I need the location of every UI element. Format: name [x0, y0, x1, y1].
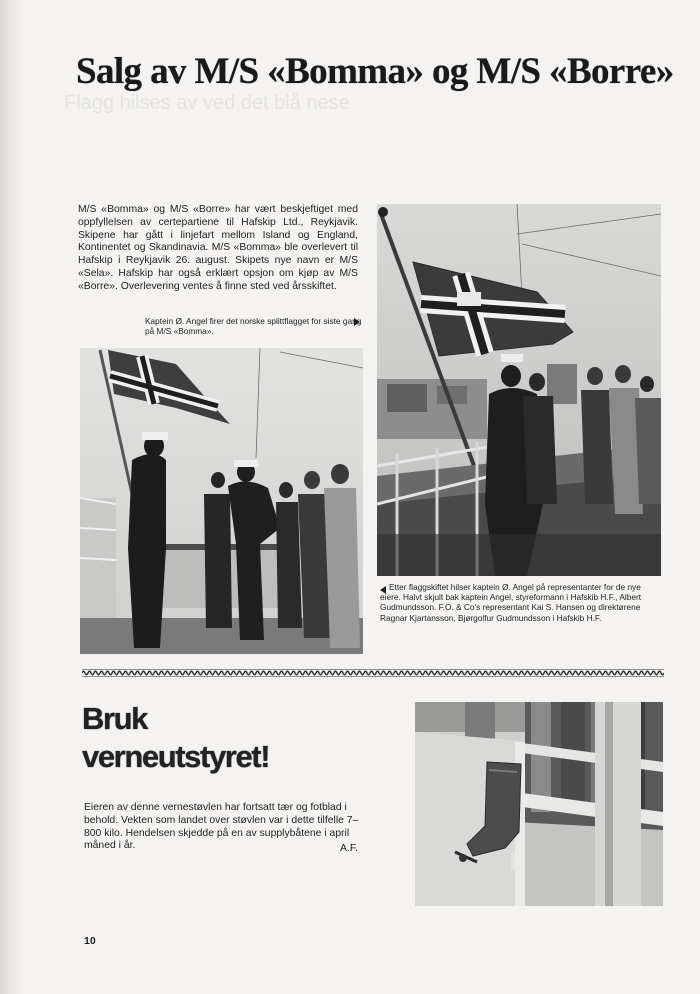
caption-right: Etter flaggskiftet hilser kaptein Ø. Angel på representanter for de nye eiere. Halvt skjult bak kaptein Angel, styreformann i Hafskib H.F., Albert Gudmundsson. F.O. & Co's representant Kai S. Hansen og direktørene Ragnar Kjartansson, Bjørgolfur Gudmundsson i Hafskib H.F. — [380, 582, 642, 623]
article2-body: Eieren av denne vernestøvlen har fortsatt tær og fotblad i behold. Vekten som landet over støvlen var i dette tilfelle 7–800 kilo. Hendelsen skjedde på en av supplybåtene i april måned i år. — [84, 802, 359, 852]
article-title: Salg av M/S «Bomma» og M/S «Borre» — [76, 51, 674, 92]
wave-divider — [82, 668, 664, 678]
photo-flag-on-deck — [377, 204, 661, 576]
headline-2-line2: verneutstyret! — [82, 739, 270, 774]
headline-2-line1: Bruk — [82, 701, 148, 736]
photo-boot — [415, 702, 663, 906]
signature: A.F. — [340, 843, 358, 854]
page-number: 10 — [84, 935, 96, 947]
article-body: M/S «Bomma» og M/S «Borre» har vært beskjeftiget med oppfyllelsen av certepartiene til Hafskip Ltd., Reykjavik. Skipene har gått i linjefart mellom Island og England, Kontinentet og Skandinavia. M/S «Bomma» ble overlevert til Hafskip i Reykjavik 26. august. Skipets nye navn er M/S «Sela». Hafskip har også erklært opsjon om kjøp av M/S «Borre». Overlevering ventes å finne sted ved årsskiftet. — [78, 204, 358, 292]
caption-left: Kaptein Ø. Angel firer det norske splittflagget for siste gang på M/S «Bomma». — [145, 316, 362, 337]
page-gutter-shadow — [0, 0, 22, 994]
headline-2 — [82, 700, 269, 776]
photo-handshake — [80, 348, 363, 654]
show-through-text: Flagg hilses av ved det blå nese — [64, 92, 350, 114]
